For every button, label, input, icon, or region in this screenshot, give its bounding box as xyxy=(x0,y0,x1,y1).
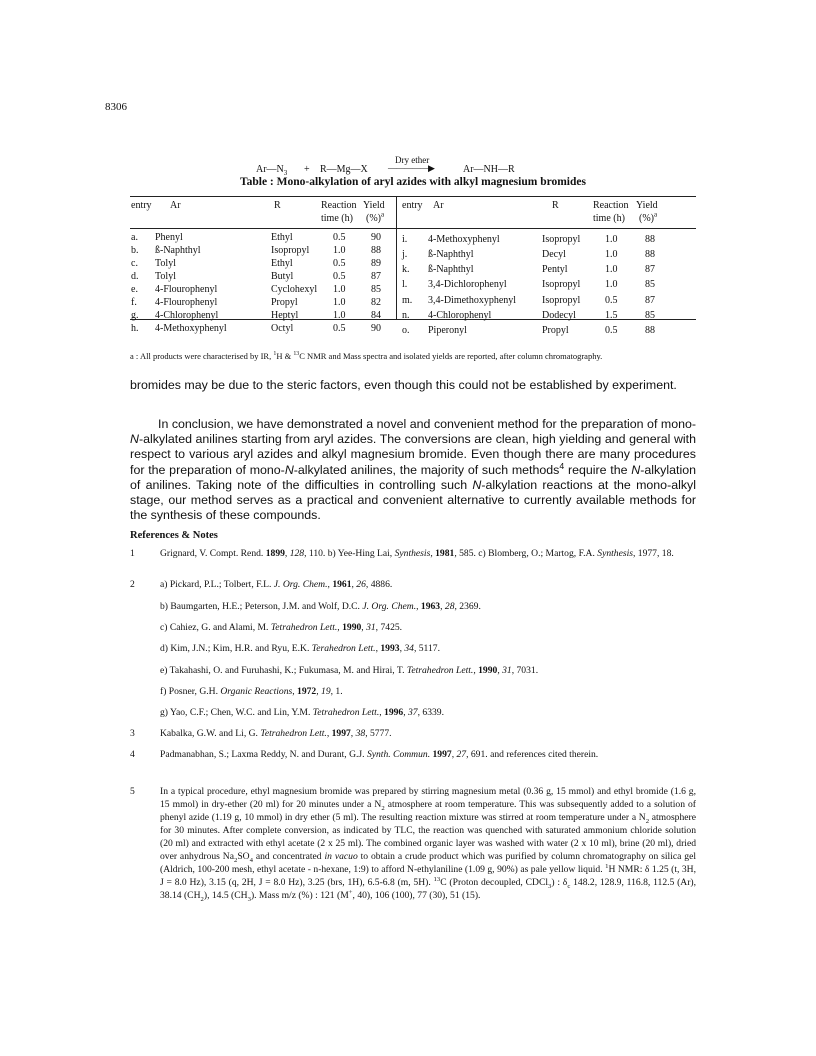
scheme-condition: Dry ether xyxy=(395,155,430,165)
cell-r: Isopropyl xyxy=(542,234,581,245)
cell-r: Dodecyl xyxy=(542,310,576,321)
reference-number: 3 xyxy=(130,728,135,739)
cell-yield: 87 xyxy=(371,271,381,282)
header-reaction: Reaction xyxy=(593,200,629,211)
scheme-reactant-grignard: R—Mg—X xyxy=(320,164,368,175)
cell-r: Propyl xyxy=(542,325,569,336)
cell-time: 1.0 xyxy=(605,279,618,290)
cell-yield: 89 xyxy=(371,258,381,269)
cell-time: 1.5 xyxy=(605,310,618,321)
cell-r: Isopropyl xyxy=(271,245,310,256)
cell-ar: 4-Flourophenyl xyxy=(155,284,218,295)
page-number: 8306 xyxy=(105,101,127,113)
cell-yield: 90 xyxy=(371,323,381,334)
header-yield: Yield xyxy=(636,200,658,211)
header-yield: Yield xyxy=(363,200,385,211)
cell-yield: 88 xyxy=(645,234,655,245)
header-percent: (%)$^a$ xyxy=(639,210,658,224)
table-footnote xyxy=(130,350,696,362)
scheme-plus: + xyxy=(304,164,310,175)
cell-time: 1.0 xyxy=(605,249,618,260)
table-column-divider xyxy=(396,196,397,319)
cell-r: Isopropyl xyxy=(542,295,581,306)
cell-ar: ß-Naphthyl xyxy=(428,249,474,260)
cell-entry: g. xyxy=(131,310,139,321)
cell-r: Ethyl xyxy=(271,258,293,269)
footnote-text: All products were characterised by IR, $^1$H & $^{13}$C NMR and Mass spectra and isolated yields are reported, after column chromatography. xyxy=(140,351,603,361)
cell-ar: 4-Flourophenyl xyxy=(155,297,218,308)
cell-entry: h. xyxy=(131,323,139,334)
cell-yield: 85 xyxy=(371,284,381,295)
cell-entry: i. xyxy=(402,234,408,245)
cell-ar: Phenyl xyxy=(155,232,183,243)
cell-ar: 4-Methoxyphenyl xyxy=(155,323,227,334)
scheme-product: Ar—NH—R xyxy=(463,164,515,175)
cell-time: 1.0 xyxy=(333,310,346,321)
header-percent: (%)$^a$ xyxy=(366,210,385,224)
cell-ar: Tolyl xyxy=(155,258,176,269)
cell-ar: 4-Methoxyphenyl xyxy=(428,234,500,245)
cell-time: 0.5 xyxy=(333,258,346,269)
header-reaction: Reaction xyxy=(321,200,357,211)
cell-yield: 84 xyxy=(371,310,381,321)
cell-time: 1.0 xyxy=(605,264,618,275)
reference-number: 5 xyxy=(130,786,135,797)
cell-r: Octyl xyxy=(271,323,294,334)
cell-yield: 87 xyxy=(645,295,655,306)
cell-ar: 3,4-Dichlorophenyl xyxy=(428,279,507,290)
footnote-mark: a : xyxy=(130,351,139,361)
cell-yield: 88 xyxy=(645,249,655,260)
table-title: Table : Mono-alkylation of aryl azides with alkyl magnesium bromides xyxy=(240,176,586,188)
cell-entry: f. xyxy=(131,297,137,308)
cell-entry: d. xyxy=(131,271,139,282)
cell-time: 0.5 xyxy=(605,325,618,336)
cell-entry: n. xyxy=(402,310,410,321)
cell-entry: b. xyxy=(131,245,139,256)
header-entry: entry xyxy=(131,200,152,211)
cell-entry: o. xyxy=(402,325,410,336)
reference-number: 1 xyxy=(130,548,135,559)
cell-r: Butyl xyxy=(271,271,294,282)
cell-r: Propyl xyxy=(271,297,298,308)
header-entry: entry xyxy=(402,200,423,211)
cell-entry: a. xyxy=(131,232,138,243)
cell-yield: 82 xyxy=(371,297,381,308)
cell-r: Pentyl xyxy=(542,264,568,275)
cell-entry: k. xyxy=(402,264,410,275)
reference-number: 4 xyxy=(130,749,135,760)
paragraph-conclusion: In conclusion, we have demonstrated a novel and convenient method for the preparation of mono-N-alkylated anilines starting from aryl azides. The conversions are clean, high yielding and general with respect to various aryl azides and alkyl magnesium bromide. Even though there are many procedures for the preparation of mono-N-alkylated anilines, the majority of such methods$^4$ require the N-alkylation of anilines. Taking note of the difficulties in controlling such N-alkylation reactions at the mono-alkyl stage, our method serves as a practical and convenient alternative to currently available methods for the synthesis of these compounds. xyxy=(130,417,696,523)
cell-ar: 4-Chlorophenyl xyxy=(155,310,219,321)
paragraph-steric: bromides may be due to the steric factors, even though this could not be established by experiment. xyxy=(130,378,677,392)
cell-time: 1.0 xyxy=(333,245,346,256)
references-heading: References & Notes xyxy=(130,530,218,541)
header-ar: Ar xyxy=(433,200,444,211)
header-time: time (h) xyxy=(593,213,625,224)
cell-r: Heptyl xyxy=(271,310,299,321)
header-time: time (h) xyxy=(321,213,353,224)
cell-ar: Tolyl xyxy=(155,271,176,282)
table-header-rule xyxy=(130,228,696,229)
cell-yield: 85 xyxy=(645,279,655,290)
table-top-rule xyxy=(130,196,696,197)
cell-yield: 85 xyxy=(645,310,655,321)
cell-yield: 87 xyxy=(645,264,655,275)
cell-yield: 90 xyxy=(371,232,381,243)
cell-entry: j. xyxy=(402,249,408,260)
cell-entry: l. xyxy=(402,279,408,290)
cell-r: Cyclohexyl xyxy=(271,284,318,295)
cell-ar: 3,4-Dimethoxyphenyl xyxy=(428,295,517,306)
scheme-arrow: —————▶ xyxy=(388,163,434,173)
reference-number: 2 xyxy=(130,579,135,590)
header-r: R xyxy=(274,200,281,211)
cell-entry: e. xyxy=(131,284,138,295)
cell-ar: Piperonyl xyxy=(428,325,467,336)
cell-time: 0.5 xyxy=(333,323,346,334)
cell-time: 1.0 xyxy=(605,234,618,245)
cell-yield: 88 xyxy=(645,325,655,336)
cell-time: 0.5 xyxy=(333,232,346,243)
cell-entry: m. xyxy=(402,295,413,306)
cell-r: Isopropyl xyxy=(542,279,581,290)
header-r: R xyxy=(552,200,559,211)
cell-yield: 88 xyxy=(371,245,381,256)
cell-time: 0.5 xyxy=(333,271,346,282)
cell-ar: ß-Naphthyl xyxy=(155,245,201,256)
cell-entry: c. xyxy=(131,258,138,269)
cell-time: 1.0 xyxy=(333,297,346,308)
cell-ar: ß-Naphthyl xyxy=(428,264,474,275)
cell-time: 0.5 xyxy=(605,295,618,306)
cell-r: Ethyl xyxy=(271,232,293,243)
cell-r: Decyl xyxy=(542,249,566,260)
cell-ar: 4-Chlorophenyl xyxy=(428,310,492,321)
header-ar: Ar xyxy=(170,200,181,211)
cell-time: 1.0 xyxy=(333,284,346,295)
scheme-reactant-aryl-azide: $Ar—N_3$ xyxy=(256,164,288,177)
